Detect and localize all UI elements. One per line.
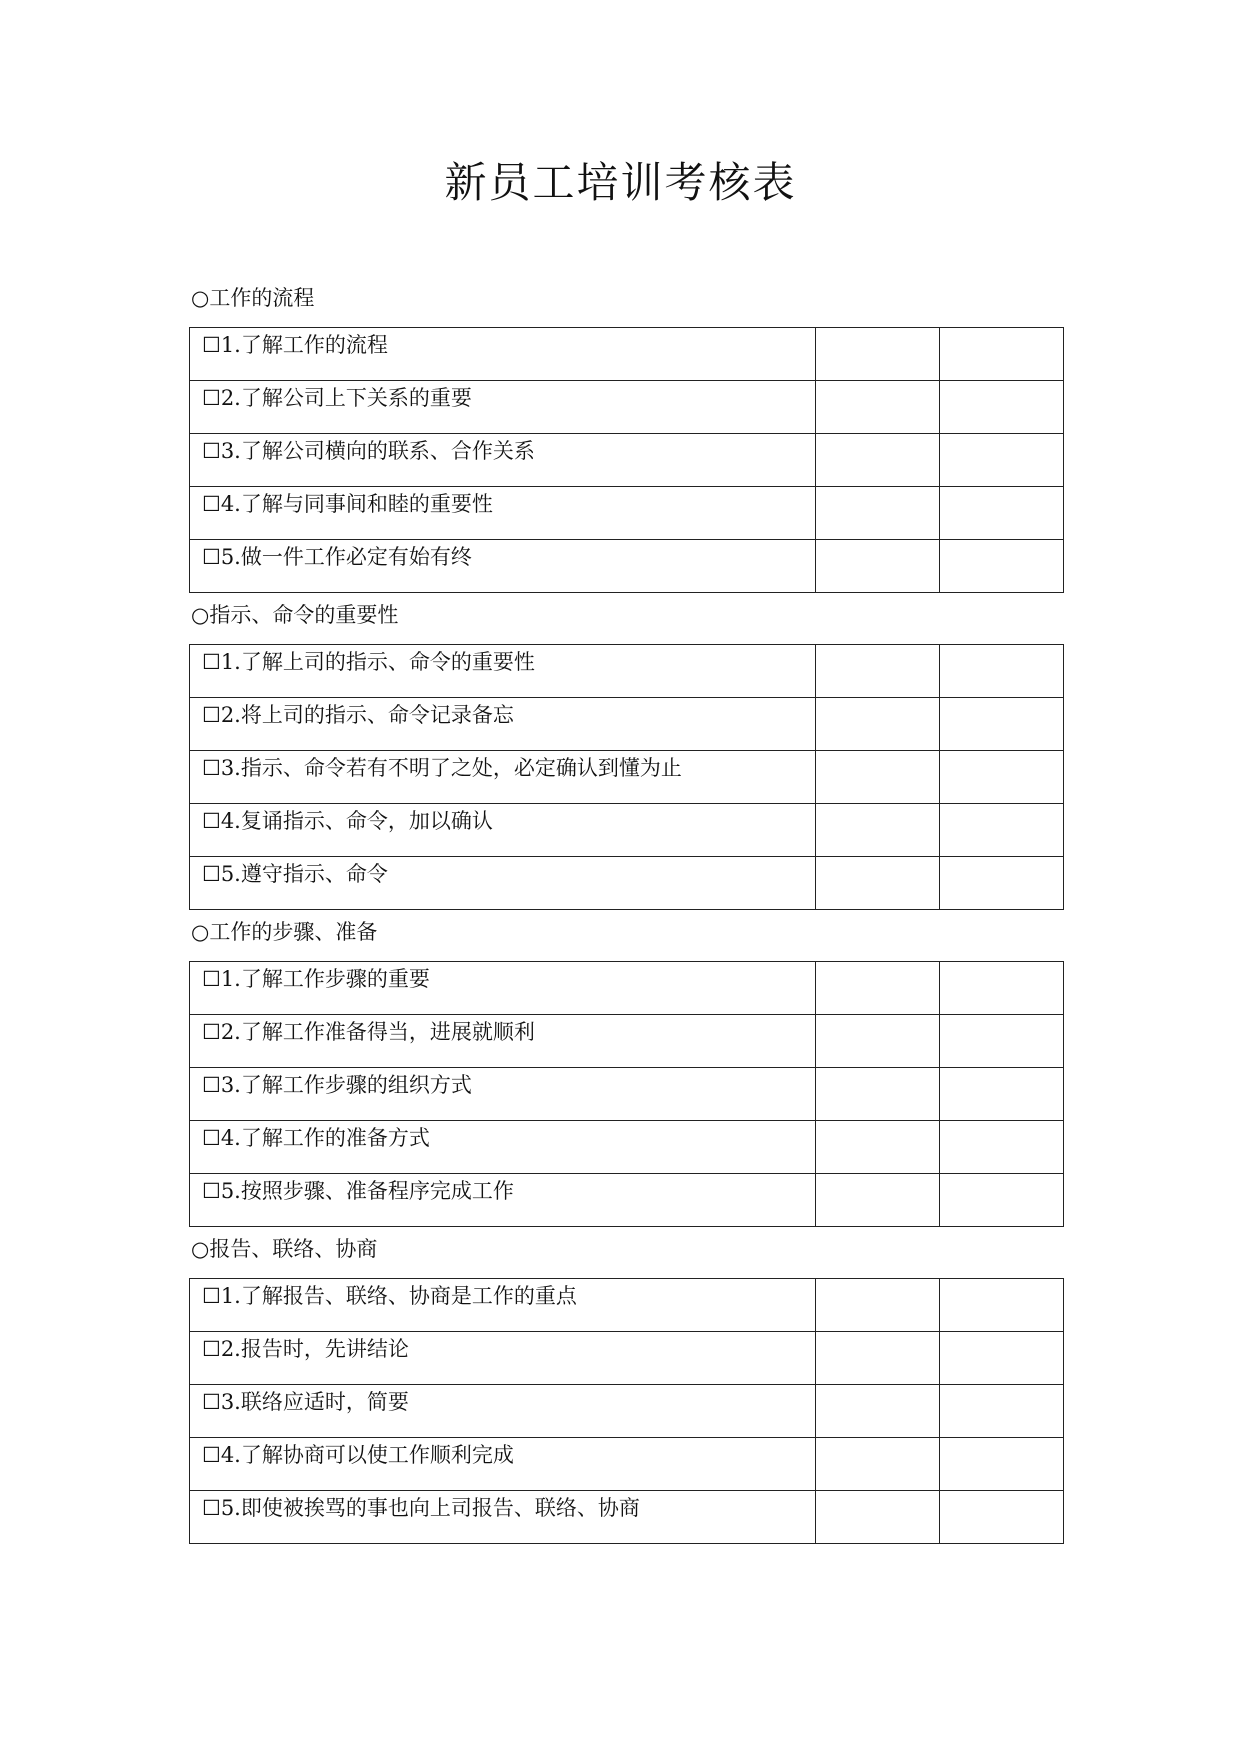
checklist-table bbox=[189, 644, 1064, 910]
score-cell-1 bbox=[816, 962, 940, 1015]
score-cell-1 bbox=[816, 857, 940, 910]
table-row bbox=[190, 645, 1064, 698]
table-row bbox=[190, 487, 1064, 540]
score-cell-2 bbox=[939, 1068, 1063, 1121]
score-cell-1 bbox=[816, 804, 940, 857]
score-cell-2 bbox=[939, 1332, 1063, 1385]
section-heading: ○报告、联络、协商 bbox=[191, 1237, 378, 1261]
checklist-item: ☐3.了解工作步骤的组织方式 bbox=[190, 1068, 816, 1121]
checklist-item: ☐4.了解协商可以使工作顺利完成 bbox=[190, 1438, 816, 1491]
score-cell-2 bbox=[939, 962, 1063, 1015]
score-cell-2 bbox=[939, 698, 1063, 751]
checklist-item: ☐1.了解工作步骤的重要 bbox=[190, 962, 816, 1015]
checklist-item: ☐1.了解报告、联络、协商是工作的重点 bbox=[190, 1279, 816, 1332]
section-heading: ○工作的步骤、准备 bbox=[191, 920, 378, 944]
table-row bbox=[190, 1438, 1064, 1491]
checklist-item: ☐5.遵守指示、命令 bbox=[190, 857, 816, 910]
score-cell-2 bbox=[939, 751, 1063, 804]
score-cell-1 bbox=[816, 1174, 940, 1227]
checklist-item: ☐5.按照步骤、准备程序完成工作 bbox=[190, 1174, 816, 1227]
checklist-item: ☐4.了解与同事间和睦的重要性 bbox=[190, 487, 816, 540]
table-row bbox=[190, 804, 1064, 857]
score-cell-1 bbox=[816, 1121, 940, 1174]
table-row bbox=[190, 1121, 1064, 1174]
score-cell-1 bbox=[816, 1491, 940, 1544]
score-cell-2 bbox=[939, 1491, 1063, 1544]
checklist-item: ☐2.将上司的指示、命令记录备忘 bbox=[190, 698, 816, 751]
table-row bbox=[190, 328, 1064, 381]
table-row bbox=[190, 857, 1064, 910]
score-cell-2 bbox=[939, 1438, 1063, 1491]
table-row bbox=[190, 1332, 1064, 1385]
section-heading: ○工作的流程 bbox=[191, 286, 315, 310]
score-cell-2 bbox=[939, 857, 1063, 910]
score-cell-2 bbox=[939, 540, 1063, 593]
score-cell-1 bbox=[816, 434, 940, 487]
checklist-item: ☐4.复诵指示、命令，加以确认 bbox=[190, 804, 816, 857]
section-2 bbox=[189, 599, 1064, 910]
checklist-table bbox=[189, 961, 1064, 1227]
checklist-item: ☐4.了解工作的准备方式 bbox=[190, 1121, 816, 1174]
score-cell-1 bbox=[816, 328, 940, 381]
checklist-table bbox=[189, 1278, 1064, 1544]
table-row bbox=[190, 540, 1064, 593]
score-cell-1 bbox=[816, 698, 940, 751]
checklist-item: ☐5.即使被挨骂的事也向上司报告、联络、协商 bbox=[190, 1491, 816, 1544]
table-row bbox=[190, 751, 1064, 804]
checklist-item: ☐5.做一件工作必定有始有终 bbox=[190, 540, 816, 593]
score-cell-2 bbox=[939, 434, 1063, 487]
score-cell-1 bbox=[816, 381, 940, 434]
score-cell-2 bbox=[939, 645, 1063, 698]
section-3 bbox=[189, 916, 1064, 1227]
table-row bbox=[190, 698, 1064, 751]
score-cell-2 bbox=[939, 487, 1063, 540]
score-cell-1 bbox=[816, 487, 940, 540]
score-cell-1 bbox=[816, 1068, 940, 1121]
checklist-item: ☐3.了解公司横向的联系、合作关系 bbox=[190, 434, 816, 487]
table-row bbox=[190, 1015, 1064, 1068]
checklist-item: ☐2.了解工作准备得当，进展就顺利 bbox=[190, 1015, 816, 1068]
score-cell-1 bbox=[816, 1438, 940, 1491]
table-row bbox=[190, 1385, 1064, 1438]
score-cell-2 bbox=[939, 1385, 1063, 1438]
checklist-item: ☐2.了解公司上下关系的重要 bbox=[190, 381, 816, 434]
score-cell-2 bbox=[939, 381, 1063, 434]
checklist-item: ☐2.报告时，先讲结论 bbox=[190, 1332, 816, 1385]
score-cell-2 bbox=[939, 1174, 1063, 1227]
score-cell-1 bbox=[816, 1332, 940, 1385]
score-cell-1 bbox=[816, 751, 940, 804]
table-row bbox=[190, 1068, 1064, 1121]
checklist-item: ☐1.了解工作的流程 bbox=[190, 328, 816, 381]
score-cell-1 bbox=[816, 1015, 940, 1068]
score-cell-2 bbox=[939, 1279, 1063, 1332]
section-4 bbox=[189, 1233, 1064, 1544]
checklist-table bbox=[189, 327, 1064, 593]
score-cell-2 bbox=[939, 1015, 1063, 1068]
score-cell-1 bbox=[816, 1385, 940, 1438]
document-title: 新员工培训考核表 bbox=[444, 158, 797, 207]
table-row bbox=[190, 1491, 1064, 1544]
score-cell-1 bbox=[816, 645, 940, 698]
checklist-item: ☐3.指示、命令若有不明了之处，必定确认到懂为止 bbox=[190, 751, 816, 804]
section-1 bbox=[189, 282, 1064, 593]
table-row bbox=[190, 381, 1064, 434]
table-row bbox=[190, 434, 1064, 487]
table-row bbox=[190, 962, 1064, 1015]
score-cell-2 bbox=[939, 328, 1063, 381]
table-row bbox=[190, 1174, 1064, 1227]
checklist-item: ☐3.联络应适时，简要 bbox=[190, 1385, 816, 1438]
table-row bbox=[190, 1279, 1064, 1332]
section-heading: ○指示、命令的重要性 bbox=[191, 603, 399, 627]
checklist-item: ☐1.了解上司的指示、命令的重要性 bbox=[190, 645, 816, 698]
score-cell-1 bbox=[816, 540, 940, 593]
score-cell-1 bbox=[816, 1279, 940, 1332]
score-cell-2 bbox=[939, 804, 1063, 857]
score-cell-2 bbox=[939, 1121, 1063, 1174]
